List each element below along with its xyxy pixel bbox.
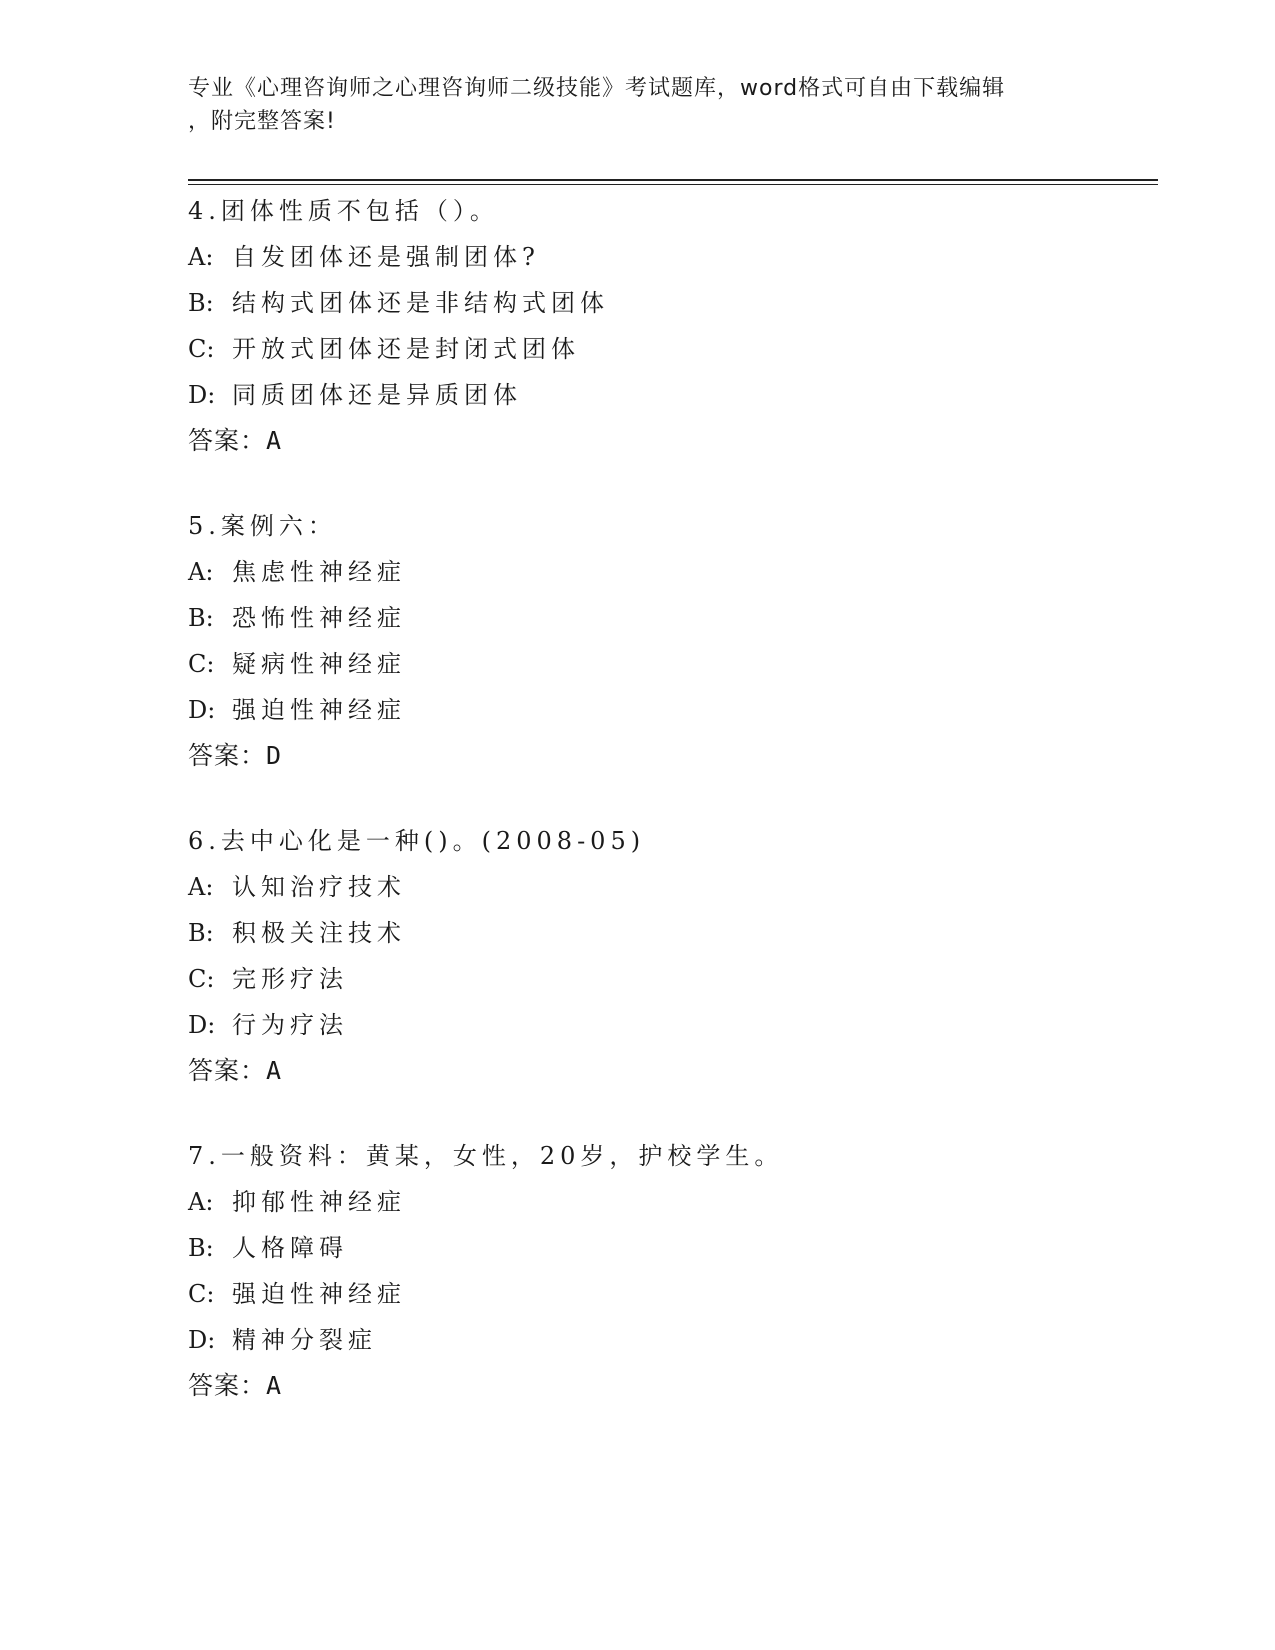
option-key: B: xyxy=(188,1234,214,1262)
option-text: 焦虑性神经症 xyxy=(232,558,406,586)
question-block xyxy=(188,503,1148,779)
option-d xyxy=(188,1002,1148,1048)
option-b xyxy=(188,595,1148,641)
option-key: A: xyxy=(188,873,214,901)
option-b xyxy=(188,910,1148,956)
option-key: C: xyxy=(188,965,215,993)
option-text: 认知治疗技术 xyxy=(232,873,406,901)
option-key: D: xyxy=(188,1011,216,1039)
option-a xyxy=(188,234,1148,280)
answer-line xyxy=(188,1363,1148,1409)
question-title: 7.一般资料：黄某，女性，20岁，护校学生。 xyxy=(188,1142,784,1170)
header-line-1: 专业《心理咨询师之心理咨询师二级技能》考试题库，word格式可自由下载编辑 xyxy=(188,76,1006,101)
option-key: B: xyxy=(188,604,214,632)
option-key: B: xyxy=(188,289,214,317)
option-d xyxy=(188,687,1148,733)
header-divider-thin xyxy=(188,184,1158,185)
answer-value: A xyxy=(266,1056,283,1085)
option-key: A: xyxy=(188,558,214,586)
answer-value: A xyxy=(266,426,283,455)
document-header xyxy=(188,72,1088,138)
answer-line xyxy=(188,733,1148,779)
header-line-2: ，附完整答案! xyxy=(188,109,336,134)
answer-label: 答案： xyxy=(188,1371,267,1400)
option-key: D: xyxy=(188,1326,216,1354)
option-key: A: xyxy=(188,1188,214,1216)
answer-label: 答案： xyxy=(188,1056,267,1085)
option-key: C: xyxy=(188,650,215,678)
option-key: A: xyxy=(188,243,214,271)
option-key: B: xyxy=(188,919,214,947)
option-c xyxy=(188,1271,1148,1317)
option-text: 精神分裂症 xyxy=(232,1326,377,1354)
option-text: 同质团体还是异质团体 xyxy=(232,381,522,409)
question-title: 5.案例六： xyxy=(188,512,337,540)
option-d xyxy=(188,1317,1148,1363)
option-text: 疑病性神经症 xyxy=(232,650,406,678)
header-divider-thick xyxy=(188,179,1158,181)
option-text: 强迫性神经症 xyxy=(232,1280,406,1308)
option-d xyxy=(188,372,1148,418)
question-block xyxy=(188,1133,1148,1409)
option-a xyxy=(188,549,1148,595)
answer-label: 答案： xyxy=(188,741,267,770)
option-c xyxy=(188,956,1148,1002)
option-b xyxy=(188,280,1148,326)
option-text: 完形疗法 xyxy=(232,965,348,993)
option-key: D: xyxy=(188,381,216,409)
answer-value: D xyxy=(266,741,283,770)
option-text: 强迫性神经症 xyxy=(232,696,406,724)
option-a xyxy=(188,1179,1148,1225)
option-text: 积极关注技术 xyxy=(232,919,406,947)
option-text: 人格障碍 xyxy=(232,1234,348,1262)
option-text: 结构式团体还是非结构式团体 xyxy=(232,289,609,317)
option-b xyxy=(188,1225,1148,1271)
option-a xyxy=(188,864,1148,910)
option-text: 恐怖性神经症 xyxy=(232,604,406,632)
option-key: D: xyxy=(188,696,216,724)
answer-label: 答案： xyxy=(188,426,267,455)
question-title: 6.去中心化是一种()。(2008-05) xyxy=(188,827,646,855)
option-key: C: xyxy=(188,1280,215,1308)
question-block xyxy=(188,818,1148,1094)
option-text: 自发团体还是强制团体? xyxy=(232,243,540,271)
answer-line xyxy=(188,418,1148,464)
option-key: C: xyxy=(188,335,215,363)
option-text: 抑郁性神经症 xyxy=(232,1188,406,1216)
answer-line xyxy=(188,1048,1148,1094)
answer-value: A xyxy=(266,1371,283,1400)
option-c xyxy=(188,641,1148,687)
option-c xyxy=(188,326,1148,372)
question-block xyxy=(188,188,1148,464)
option-text: 行为疗法 xyxy=(232,1011,348,1039)
question-title: 4.团体性质不包括（）。 xyxy=(188,197,499,225)
option-text: 开放式团体还是封闭式团体 xyxy=(232,335,580,363)
